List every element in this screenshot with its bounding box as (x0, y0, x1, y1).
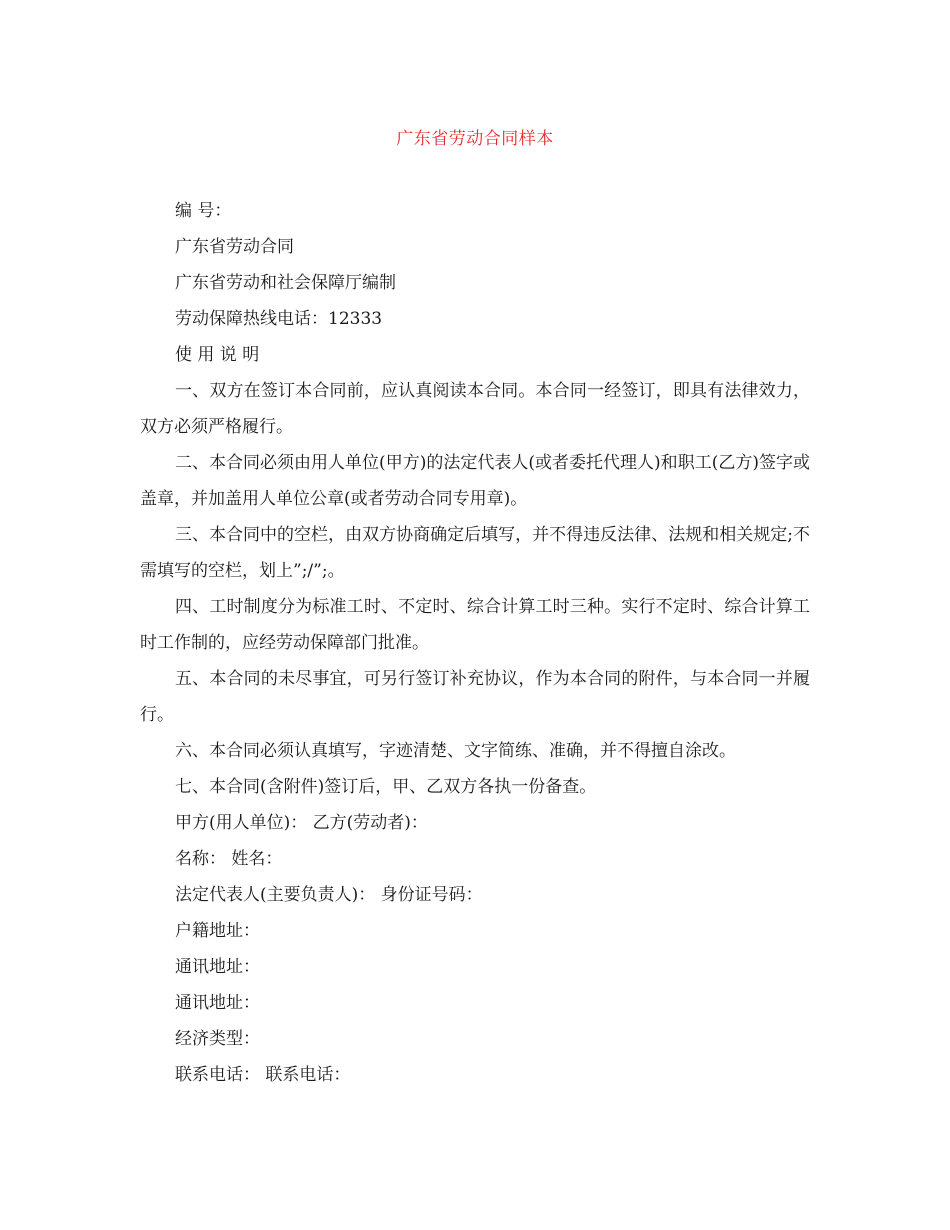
contact-phone-line: 联系电话： 联系电话： (175, 1065, 351, 1085)
instructions-heading: 使 用 说 明 (175, 345, 260, 365)
economic-type-line: 经济类型： (175, 1029, 260, 1049)
contract-name-line: 广东省劳动合同 (175, 237, 294, 257)
mailing-address-line-2: 通讯地址： (175, 993, 260, 1013)
household-address-line: 户籍地址： (175, 921, 260, 941)
instruction-item-1: 一、双方在签订本合同前，应认真阅读本合同。本合同一经签订，即具有法律效力，双方必须严格履行。 (140, 381, 810, 437)
name-fields-line: 名称： 姓名： (175, 849, 283, 869)
serial-number-line: 编 号： (175, 201, 232, 221)
representative-id-line: 法定代表人(主要负责人)： 身份证号码： (175, 885, 483, 905)
hotline-line: 劳动保障热线电话：12333 (175, 309, 383, 329)
issuer-line: 广东省劳动和社会保障厅编制 (175, 273, 396, 293)
instruction-item-4: 四、工时制度分为标准工时、不定时、综合计算工时三种。实行不定时、综合计算工时工作制的，应经劳动保障部门批准。 (140, 597, 810, 653)
party-labels-line: 甲方(用人单位)： 乙方(劳动者)： (175, 813, 428, 833)
instruction-item-6: 六、本合同必须认真填写，字迹清楚、文字简练、准确，并不得擅自涂改。 (175, 741, 736, 761)
instruction-item-7: 七、本合同(含附件)签订后，甲、乙双方各执一份备查。 (175, 777, 597, 797)
instruction-item-5: 五、本合同的未尽事宜，可另行签订补充协议，作为本合同的附件，与本合同一并履行。 (140, 669, 810, 725)
document-title: 广东省劳动合同样本 (396, 129, 554, 149)
document-body (140, 193, 810, 1093)
instruction-item-2: 二、本合同必须由用人单位(甲方)的法定代表人(或者委托代理人)和职工(乙方)签字或盖章，并加盖用人单位公章(或者劳动合同专用章)。 (140, 453, 810, 509)
mailing-address-line-1: 通讯地址： (175, 957, 260, 977)
instruction-item-3: 三、本合同中的空栏，由双方协商确定后填写，并不得违反法律、法规和相关规定;不需填写的空栏，划上”;/”;。 (140, 525, 810, 581)
